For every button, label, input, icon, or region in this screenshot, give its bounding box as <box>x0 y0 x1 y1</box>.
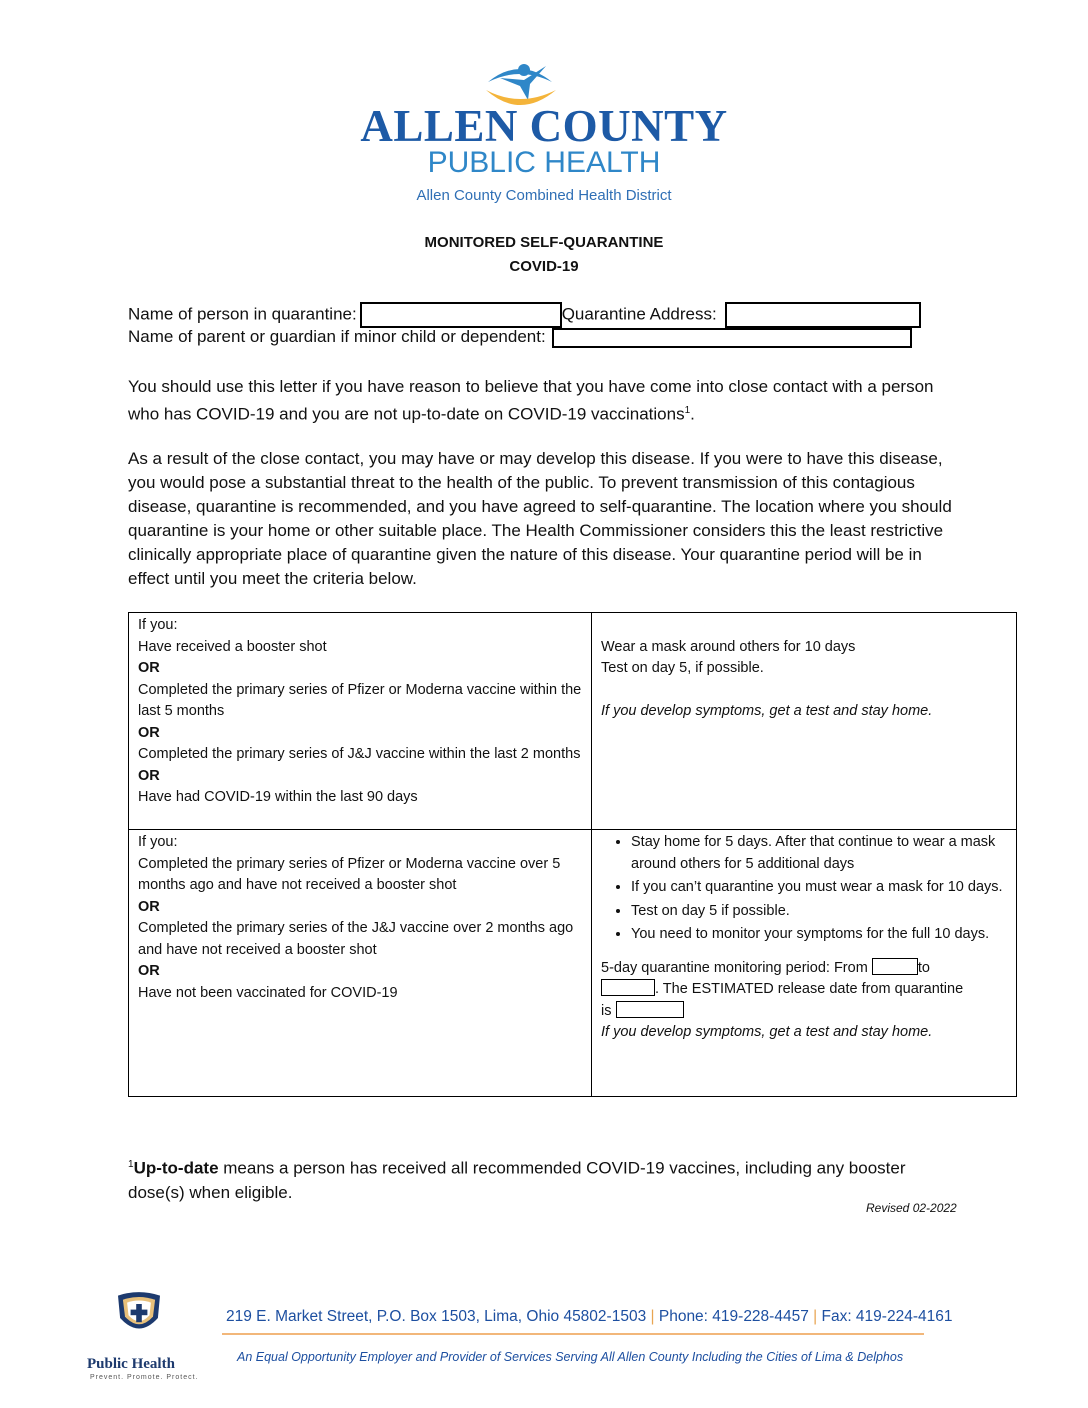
period-from-field[interactable] <box>872 958 918 975</box>
release-date-field[interactable] <box>616 1001 684 1018</box>
doc-title: MONITORED SELF-QUARANTINE <box>424 234 664 251</box>
org-name: ALLEN COUNTY <box>360 101 728 151</box>
footer-contact: 219 E. Market Street, P.O. Box 1503, Lima, Ohio 45802-1503 | Phone: 419-228-4457 | Fax: 419-224-4161 <box>226 1308 953 1325</box>
public-health-logo-text: Public Health <box>87 1356 175 1372</box>
footnote: $^1$Up-to-date means a person has received all recommended COVID-19 vaccines, including any booster dose(s) when eligible. <box>128 1158 906 1202</box>
org-district: Allen County Combined Health District <box>416 187 672 204</box>
table-row <box>129 613 1017 830</box>
list-item: • Stay home for 5 days. After that continue to wear a mask around others for 5 additional days <box>631 832 1007 875</box>
instructions-cell-vaccinated: Wear a mask around others for 10 days Test on day 5, if possible. If you develop symptoms, get a test and stay home. <box>592 613 1017 830</box>
guardian-label: Name of parent or guardian if minor child or dependent: <box>128 327 546 346</box>
quarantine-criteria-table <box>128 612 1017 1097</box>
footer-phone: Phone: 419-228-4457 <box>658 1308 809 1325</box>
org-subtitle: PUBLIC HEALTH <box>427 146 661 179</box>
instructions-list <box>601 832 1007 946</box>
footer-fax: Fax: 419-224-4161 <box>821 1308 953 1325</box>
period-to-field[interactable] <box>601 979 655 996</box>
instructions-cell-unvaccinated: • Stay home for 5 days. After that continue to wear a mask around others for 5 additional days • If you can’t quarantine you must wear a mask for 10 days. • Test on day 5 if possible. • You need to monitor your symptoms for the full 10 days. 5-day quarantine monitoring period: From to . The ESTIMATED release date from quarantine is If you develop symptoms, get a test and stay home. <box>592 830 1017 1097</box>
footer-eoe-statement: An Equal Opportunity Employer and Provider of Services Serving All Allen County Including the Cities of Lima & Delphos <box>237 1350 904 1364</box>
address-field[interactable] <box>725 302 921 328</box>
revised-date: Revised 02-2022 <box>866 1201 957 1215</box>
list-item: • If you can’t quarantine you must wear a mask for 10 days. <box>631 877 1007 899</box>
list-item: • Test on day 5 if possible. <box>631 901 1007 923</box>
list-item: • You need to monitor your symptoms for the full 10 days. <box>631 924 1007 946</box>
intro-paragraph: You should use this letter if you have reason to believe that you have come into close contact with a person who has COVID-19 and you are not up-to-date on COVID-19 vaccinations$^1$. <box>128 377 934 424</box>
doc-subtitle: COVID-19 <box>509 258 579 275</box>
explanation-paragraph: As a result of the close contact, you may have or may develop this disease. If you were to have this disease, you would pose a substantial threat to the health of the public. To prevent transmission of this contagious disease, quarantine is recommended, and you have agreed to self-quarantine. The location where you should quarantine is your home or other suitable place. The Health Commissioner considers this the least restrictive clinically appropriate place of quarantine given the nature of this disease. Your quarantine period will be in effect until you meet the criteria below. <box>128 449 952 588</box>
criteria-cell-unvaccinated: If you: Completed the primary series of Pfizer or Moderna vaccine over 5 months ago and have not received a booster shot OR Completed the primary series of the J&J vaccine over 2 months ago and have not received a booster shot OR Have not been vaccinated for COVID-19 <box>129 830 592 1097</box>
person-line <box>128 302 921 328</box>
guardian-name-field[interactable] <box>552 328 912 348</box>
public-health-logo-icon <box>84 1290 194 1360</box>
table-row <box>129 830 1017 1097</box>
person-name-field[interactable] <box>360 302 562 328</box>
footer-address: 219 E. Market Street, P.O. Box 1503, Lima, Ohio 45802-1503 <box>226 1308 647 1325</box>
footer-divider <box>222 1333 924 1335</box>
criteria-cell-vaccinated: If you: Have received a booster shot OR Completed the primary series of Pfizer or Moderna vaccine within the last 5 months OR Completed the primary series of J&J vaccine within the last 2 months OR Have had COVID-19 within the last 90 days <box>129 613 592 830</box>
public-health-logo-tagline: Prevent. Promote. Protect. <box>90 1374 199 1381</box>
guardian-line <box>128 327 912 348</box>
address-label: Quarantine Address: <box>561 304 717 324</box>
person-label: Name of person in quarantine: <box>128 304 357 324</box>
